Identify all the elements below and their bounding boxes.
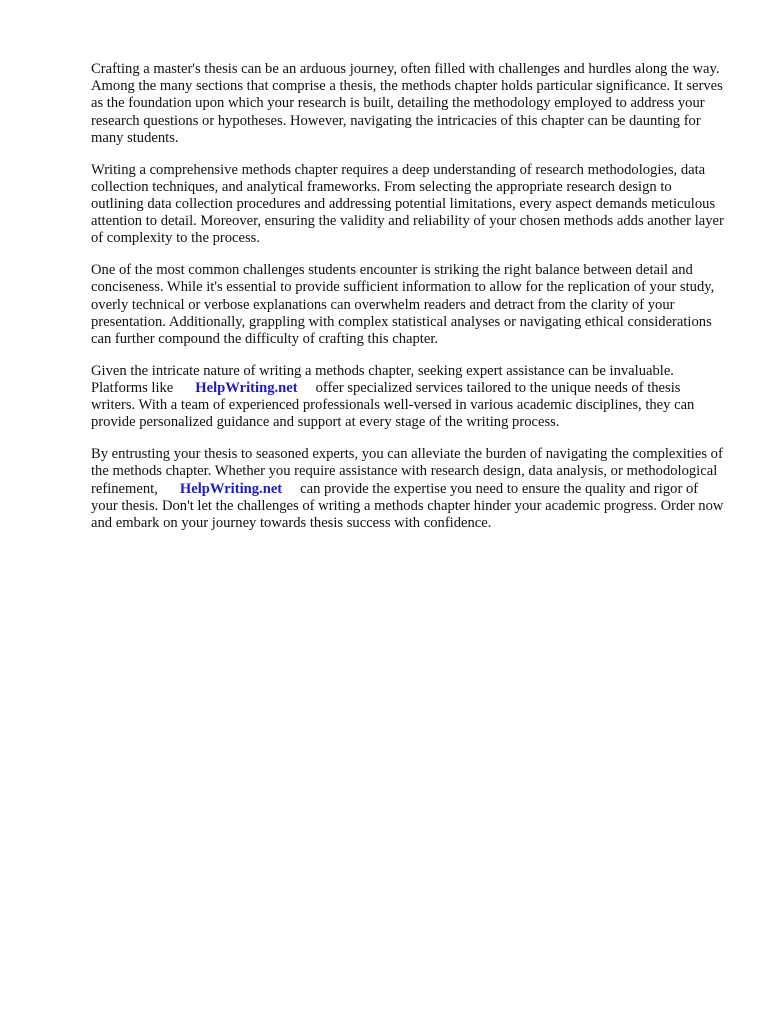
paragraph-text-after-link: offer specialized services tailored to the unique needs of thesis writers. With a team of experienced professionals well-versed in various academic disciplines, they can provide personalized guidance and support at every stage of the writing process.: [91, 380, 695, 431]
helpwriting-link[interactable]: HelpWriting.net: [179, 480, 283, 497]
helpwriting-link[interactable]: HelpWriting.net: [195, 380, 298, 397]
paragraph-methods-requirements: Writing a comprehensive methods chapter requires a deep understanding of research methodologies, data collection techniques, and analytical frameworks. From selecting the appropriate research design to outlining data collection procedures and addressing potential limitations, every aspect demands meticulous attention to detail. Moreover, ensuring the validity and reliability of your chosen methods adds another layer of complexity to the process.: [91, 161, 724, 247]
document-body: [91, 61, 727, 547]
paragraph-text-after-link: can provide the expertise you need to ensure the quality and rigor of your thesis. Don't let the challenges of writing a methods chapter hinder your academic progress. Order now and embark on your journey towards thesis success with confidence.: [91, 480, 724, 532]
paragraph-text-before-link: Given the intricate nature of writing a methods chapter, seeking expert assistance can be invaluable. Platforms like: [91, 362, 674, 397]
paragraph-text-before-link: By entrusting your thesis to seasoned experts, you can alleviate the burden of navigating the complexities of the methods chapter. Whether you require assistance with research design, data analysis, or methodological refinement,: [91, 446, 723, 497]
paragraph-intro: Crafting a master's thesis can be an arduous journey, often filled with challenges and hurdles along the way. Among the many sections that comprise a thesis, the methods chapter holds particular significance. It serves as the foundation upon which your research is built, detailing the methodology employed to address your research questions or hypotheses. However, navigating the intricacies of this chapter can be daunting for many students.: [91, 61, 723, 146]
paragraph-expert-assistance: [91, 363, 727, 432]
paragraph-conclusion: [91, 446, 727, 532]
paragraph-challenges: One of the most common challenges students encounter is striking the right balance between detail and conciseness. While it's essential to provide sufficient information to allow for the replication of your study, overly technical or verbose explanations can overwhelm readers and detract from the clarity of your presentation. Additionally, grappling with complex statistical analyses or navigating ethical considerations can further compound the difficulty of crafting this chapter.: [91, 262, 715, 348]
